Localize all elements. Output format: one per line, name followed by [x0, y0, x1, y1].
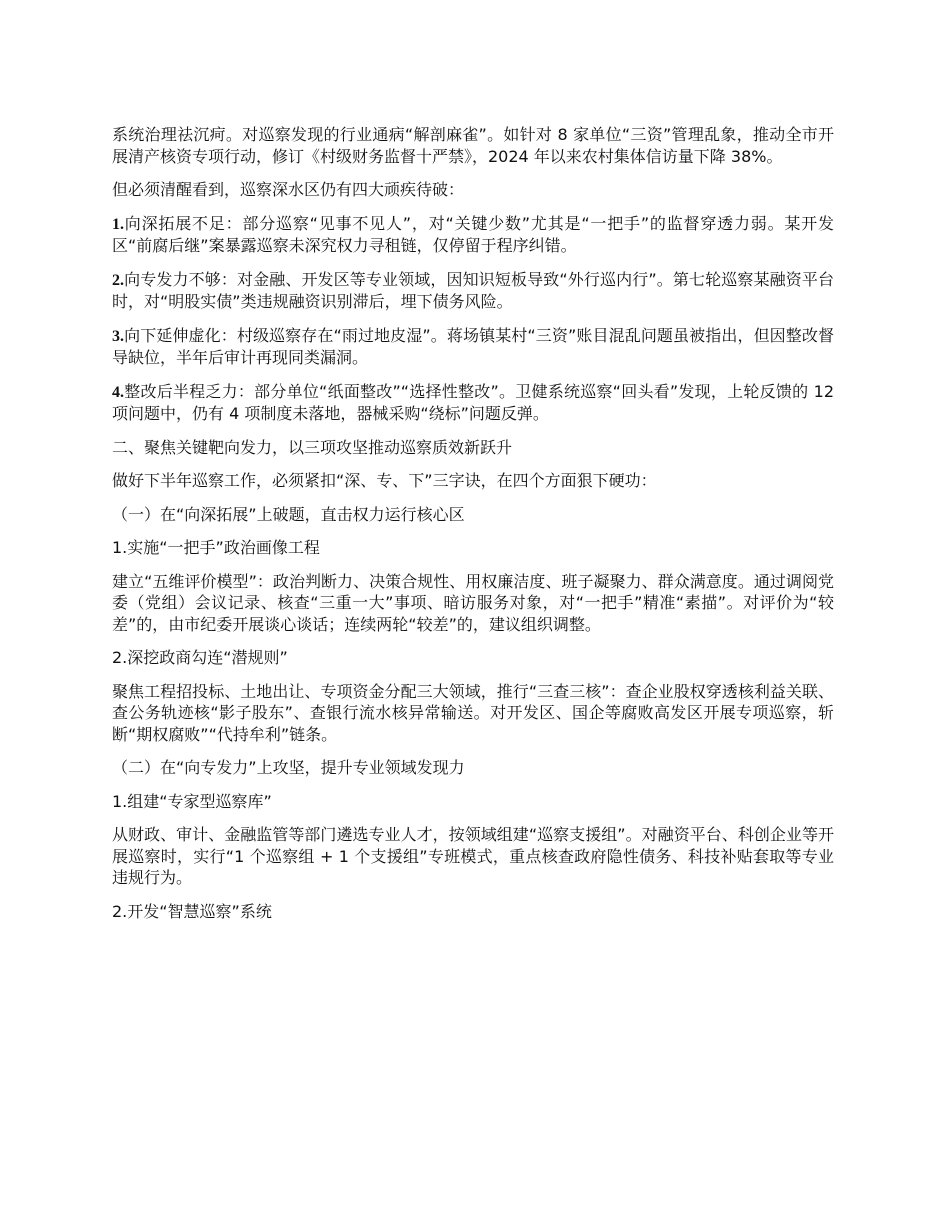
problem-item-2 [112, 269, 834, 313]
paragraph-text: 建立“五维评价模型”：政治判断力、决策合规性、用权廉洁度、班子凝聚力、群众满意度。通过调阅党委（党组）会议记录、核查“三重一大”事项、暗访服务对象，对“一把手”精准“素描”。对评价为“较差”的，由市纪委开展谈心谈话；连续两轮“较差”的，建议组织调整。 [112, 571, 834, 634]
item-heading-1-1 [112, 537, 834, 559]
problem-number: 2. [112, 271, 124, 289]
problem-number: 4. [112, 383, 124, 401]
paragraph-expert-pool [112, 824, 834, 889]
document-body [112, 124, 834, 922]
subsection-heading-2 [112, 757, 834, 779]
paragraph-evaluation-model [112, 571, 834, 636]
paragraph-problems-lead [112, 179, 834, 201]
paragraph-text: 向专发力不够：对金融、开发区等专业领域，因知识短板导致“外行巡内行”。第七轮巡察某融资平台时，对“明股实债”类违规融资识别滞后，埋下债务风险。 [112, 269, 834, 311]
heading-text: 1.实施“一把手”政治画像工程 [112, 538, 320, 557]
heading-text: 2.开发“智慧巡察”系统 [112, 901, 272, 921]
paragraph-text: 做好下半年巡察工作，必须紧扣“深、专、下”三字诀，在四个方面狠下硬功： [112, 471, 657, 490]
item-heading-2-1 [112, 791, 834, 813]
paragraph-text: 但必须清醒看到，巡察深水区仍有四大顽疾待破： [112, 180, 465, 199]
heading-text: 1.组建“专家型巡察库” [112, 791, 272, 811]
paragraph-text: 从财政、审计、金融监管等部门遴选专业人才，按领域组建“巡察支援组”。对融资平台、科创企业等开展巡察时，实行“1 个巡察组 + 1 个支援组”专班模式，重点核查政府隐性债务、科技补贴套取等专业违规行为。 [112, 825, 834, 887]
paragraph-section-intro [112, 470, 834, 492]
item-heading-2-2 [112, 901, 834, 923]
paragraph-text: 聚焦工程招投标、土地出让、专项资金分配三大领域，推行“三查三核”：查企业股权穿透核利益关联、查公务轨迹核“影子股东”、查银行流水核异常输送。对开发区、国企等腐败高发区开展专项巡察，斩断“期权腐败”“代持牟利”链条。 [112, 681, 834, 744]
problem-number: 3. [112, 327, 124, 345]
problem-item-4 [112, 381, 834, 425]
paragraph-text: 整改后半程乏力：部分单位“纸面整改”“选择性整改”。卫健系统巡察“回头看”发现，上轮反馈的 12 项问题中，仍有 4 项制度未落地，器械采购“绕标”问题反弹。 [112, 381, 834, 423]
paragraph-text: 系统治理祛沉疴。对巡察发现的行业通病“解剖麻雀”。如针对 8 家单位“三资”管理乱象，推动全市开展清产核资专项行动，修订《村级财务监督十严禁》，2024 年以来农村集体信访量下降 38%。 [112, 125, 834, 166]
paragraph-three-checks [112, 681, 834, 746]
heading-text: （二）在“向专发力”上攻坚，提升专业领域发现力 [112, 758, 465, 777]
heading-text: 2.深挖政商勾连“潜规则” [112, 648, 288, 667]
section-heading-2 [112, 437, 834, 459]
heading-text: （一）在“向深拓展”上破题，直击权力运行核心区 [112, 504, 465, 524]
subsection-heading-1 [112, 504, 834, 526]
paragraph-text: 向下延伸虚化：村级巡察存在“雨过地皮湿”。蒋场镇某村“三资”账目混乱问题虽被指出，但因整改督导缺位，半年后审计再现同类漏洞。 [112, 325, 834, 367]
problem-item-1 [112, 213, 834, 257]
problem-number: 1. [112, 215, 124, 233]
heading-text: 二、聚焦关键靶向发力，以三项攻坚推动巡察质效新跃升 [112, 437, 513, 457]
problem-item-3 [112, 325, 834, 369]
paragraph-text: 向深拓展不足：部分巡察“见事不见人”，对“关键少数”尤其是“一把手”的监督穿透力弱。某开发区“前腐后继”案暴露巡察未深究权力寻租链，仅停留于程序纠错。 [112, 213, 834, 255]
item-heading-1-2 [112, 647, 834, 669]
paragraph-intro-summary [112, 124, 834, 167]
